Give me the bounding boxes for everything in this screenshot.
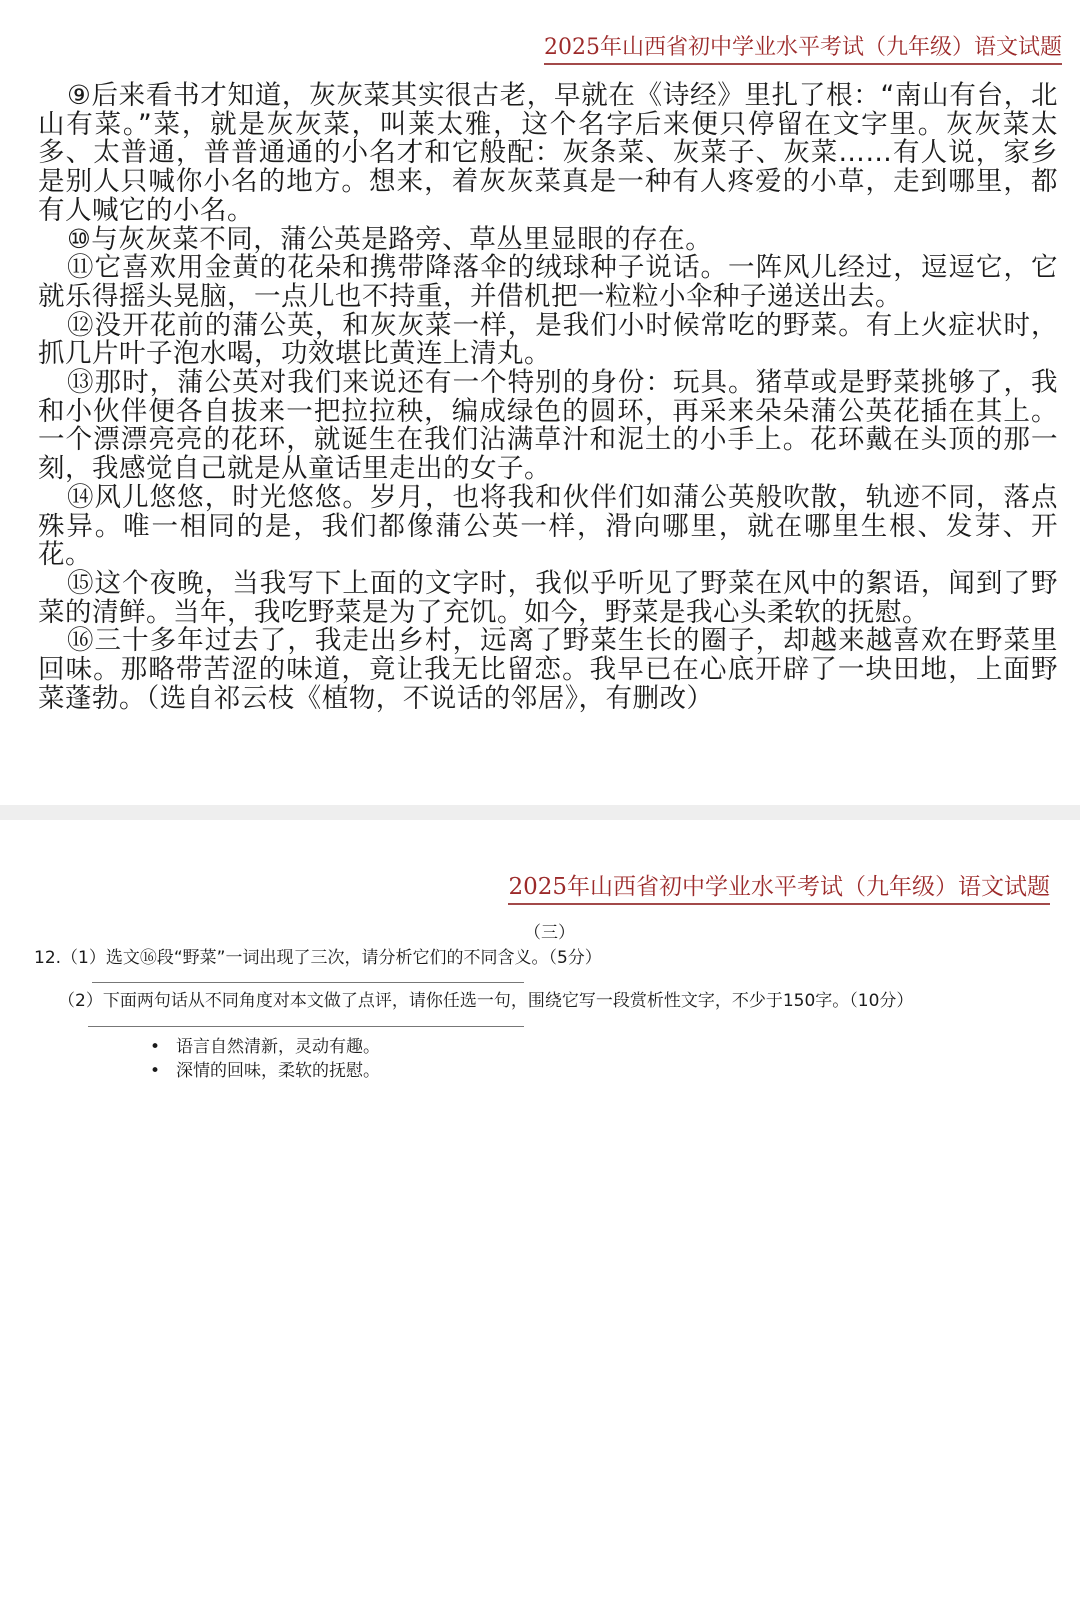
question-12-1: 12.（1）选文⑯段“野菜”一词出现了三次，请分析它们的不同含义。（5分） — [34, 948, 602, 968]
answer-line — [88, 1026, 524, 1027]
bullet-item: • 深情的回味，柔软的抚慰。 — [150, 1061, 380, 1081]
page-header: 2025年山西省初中学业水平考试（九年级）语文试题 — [508, 868, 1050, 905]
question-12-2: （2）下面两句话从不同角度对本文做了点评，请你任选一句，围绕它写一段赏析性文字，不少于150字。（10分） — [58, 991, 914, 1011]
bullet-item: • 语言自然清新，灵动有趣。 — [150, 1037, 380, 1057]
bullet-icon: • — [150, 1061, 161, 1081]
exam-page-1 — [0, 0, 1080, 805]
section-label: （三） — [524, 923, 575, 943]
answer-line — [92, 982, 524, 983]
passage-text — [38, 82, 1058, 713]
exam-page-2 — [0, 820, 1080, 1616]
paragraph: ⑯三十多年过去了，我走出乡村，远离了野菜生长的圈子，却越来越喜欢在野菜里回味。那略带苦涩的味道，竟让我无比留恋。我早已在心底开辟了一块田地，上面野菜蓬勃。（选自祁云枝《植物，不说话的邻居》，有删改） — [38, 625, 1058, 714]
paragraph: ⑮这个夜晚，当我写下上面的文字时，我似乎听见了野菜在风中的絮语，闻到了野菜的清鲜。当年，我吃野菜是为了充饥。如今，野菜是我心头柔软的抚慰。 — [38, 567, 1058, 628]
paragraph: ⑫没开花前的蒲公英，和灰灰菜一样，是我们小时候常吃的野菜。有上火症状时，抓几片叶子泡水喝，功效堪比黄连上清丸。 — [38, 309, 1058, 370]
paragraph: ⑨后来看书才知道，灰灰菜其实很古老，早就在《诗经》里扎了根：“南山有台，北山有菜。”菜，就是灰灰菜，叫莱太雅，这个名字后来便只停留在文字里。灰灰菜太多、太普通，普普通通的小名才和它般配：灰条菜、灰菜子、灰菜……有人说，家乡是别人只喊你小名的地方。想来，着灰灰菜真是一种有人疼爱的小草，走到哪里，都有人喊它的小名。 — [38, 80, 1058, 226]
paragraph: ⑪它喜欢用金黄的花朵和携带降落伞的绒球种子说话。一阵风儿经过，逗逗它，它就乐得摇头晃脑，一点儿也不持重，并借机把一粒粒小伞种子递送出去。 — [38, 252, 1058, 312]
bullet-icon: • — [150, 1037, 161, 1057]
paragraph: ⑭风儿悠悠，时光悠悠。岁月，也将我和伙伴们如蒲公英般吹散，轨迹不同，落点殊异。唯一相同的是，我们都像蒲公英一样，滑向哪里，就在哪里生根、发芽、开花。 — [38, 481, 1058, 571]
paragraph: ⑬那时，蒲公英对我们来说还有一个特别的身份：玩具。猪草或是野菜挑够了，我和小伙伴便各自拔来一把拉拉秧，编成绿色的圆环，再采来朵朵蒲公英花插在其上。一个漂漂亮亮的花环，就诞生在我们沾满草汁和泥土的小手上。花环戴在头顶的那一刻，我感觉自己就是从童话里走出的女子。 — [38, 367, 1058, 485]
page-header: 2025年山西省初中学业水平考试（九年级）语文试题 — [544, 30, 1062, 65]
paragraph: ⑩与灰灰菜不同，蒲公英是路旁、草丛里显眼的存在。 — [67, 223, 713, 255]
